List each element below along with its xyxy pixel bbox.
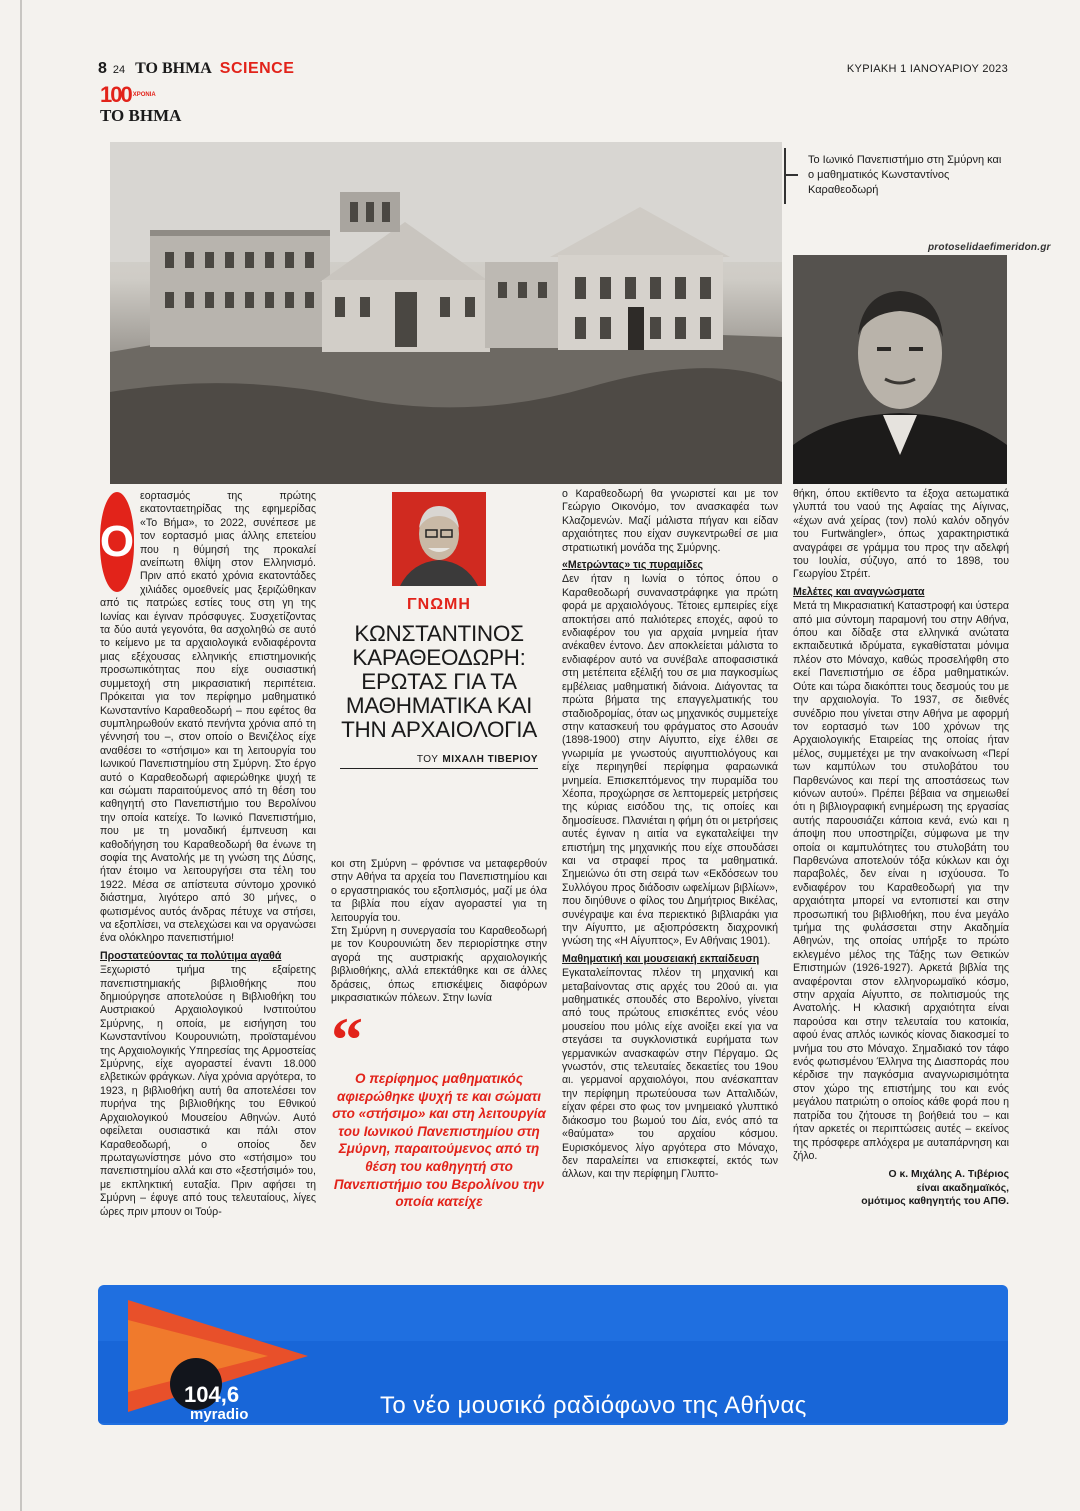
paragraph: Μετά τη Μικρασιατική Καταστροφή και ύστερα από μια σύντομη παραμονή του στην Αθήνα, όπου και δίδαξε στα ελληνικά ανώτατα εκπαιδευτικά ιδρύματα, εγκαθίσταται μόνιμα πλέον στο Μόναχο, καθώς προσελήφθη στο εκεί Πανεπιστήμιο σε έδρα μαθηματικών. Ούτε και τώρα διακόπτει τους δεσμούς του με την αρχαιολογία. Το 1937, σε διεθνές συνέδριο που γίνεται στην Αθήνα με αφορμή τον εορτασμό των 100 χρόνων της Αρχαιολογικής Εταιρείας της οποίας ήταν μέλος, συμμετέχει με την ανακοίνωση «Περί των καμπύλων του στυλοβάτου του Παρθενώνος και περί της αποστάσεως των κιόνων αυτού». Πρέπει βέβαια να σημειωθεί ότι η βιβλιογραφική ενημέρωση της εργασίας αυτής παρουσιάζει κάποια κενά, ενώ και η άποψη που υποστηρίζει, σύμφωνα με την οποία οι καμπυλότητες του στυλοβάτη του Παρθενώνα αποτελούν τόξα κύκλων και όχι παραβολές, δεν είναι η ισχύουσα. Το ενδιαφέρον του Καραθεοδωρή για την αρχαιότητα μπορεί να εντοπιστεί και στην προσωπική του βιβλιοθήκη, που ένα μεγάλο τμήμα της φυλάσσεται στην Ακαδημία Αθηνών, της οποίας υπήρξε το πρώτο εκλεγμένο μέλος της Τάξης των Θετικών Επιστημών (1926-1927). Αρκετά βιβλία της αναφέρονται στον ελληνορωμαϊκό κόσμο, στην αρχαία Αίγυπτο, σε πολιτισμούς της Ανατολής. Η κλασική αρχαιότητα είναι παρούσα και στην τελευταία του κατοικία, αφού ένας απλός ιωνικός κίονας διακοσμεί το μνήμα του στο Μόναχο. Σημαδιακό τον τάφο ενός φωτισμένου Έλληνα της Διασποράς που κέρδισε την παγκόσμια αναγνωρισιμότητα στον χώρο της επιστήμης του και ενός μεγάλου πατριώτη ο οποίος κάθε φορά που η πατρίδα του ζήτουσε τη βοήθειά του – και ήταν αρκετές οι περιπτώσεις αυτές – εκείνος της πρόσφερε απλόχερα με αυταπάρνηση και ζήλο. xyxy=(793,600,1009,1162)
karatheodori-portrait xyxy=(793,255,1007,484)
byline xyxy=(340,754,538,769)
author-photo xyxy=(392,492,486,586)
paper-name: ΤΟ ΒΗΜΑ xyxy=(135,60,212,77)
logo-number: 100 xyxy=(100,82,131,107)
signature-role: ομότιμος καθηγητής του ΑΠΘ. xyxy=(861,1196,1009,1207)
ad-slogan: Το νέο μουσικό ραδιόφωνο της Αθήνας xyxy=(380,1392,807,1419)
article-column-2 xyxy=(331,858,547,1005)
anniversary-logo xyxy=(100,84,180,134)
subheading: Προστατεύοντας τα πολύτιμα αγαθά xyxy=(100,949,282,962)
pull-quote xyxy=(331,1004,547,1211)
paragraph: κοι στη Σμύρνη – φρόντισε να μεταφερθούν στην Αθήνα τα αρχεία του Πανεπιστημίου και ο εργαστηριακός του εξοπλισμός, μαζί με όλα τα βιβλία που είχαν αγοραστεί για τη λειτουργία του. xyxy=(331,858,547,924)
source-credit: protoselidaefimeridon.gr xyxy=(928,242,1051,253)
photo-caption: Το Ιωνικό Πανεπιστήμιο στη Σμύρνη και ο μαθηματικός Κωνσταντίνος Καραθεοδωρή xyxy=(808,154,1002,196)
ad-frequency: 104,6 xyxy=(184,1382,240,1407)
page-number-small: 24 xyxy=(112,64,126,76)
paragraph: Στη Σμύρνη η συνεργασία του Καραθεοδωρή με τον Κουρουνιώτη δεν περιορίστηκε στην αγορά της αυστριακής αρχαιολογικής βιβλιοθήκης, αλλά επεκτάθηκε και σε άλλες δράσεις, όπως επισκέψεις διαφόρων μικρασιατικών πόλεων. Στην Ιωνία xyxy=(331,925,547,1005)
article-column-1 xyxy=(100,490,316,1219)
caption-marker xyxy=(784,148,800,204)
paragraph: Εγκαταλείποντας πλέον τη μηχανική και μεταβαίνοντας στις αρχές του 20ού αι. για μαθηματικές σπουδές στο Βερολίνο, γίνεται από τους πρώτους επισκέπτες ενός νέου μουσείου που μόλις είχε ανοίξει εκεί για να στεγάσει τα συγκλονιστικά ευρήματα των γερμανικών ανασκαφών στην Πέργαμο. Ως γνωστόν, στις τελευταίες δεκαετίες του 19ου αι. γερμανοί αρχαιολόγοι, που ανέσκαπταν την περίφημη πρωτεύουσα των Ατταλιδών, είχαν φέρει στο φως τον μνημειακό γλυπτικό διάκοσμο του βωμού του Δία, ενός από τα «θαύματα» του αρχαίου κόσμου. Ευρισκόμενος λίγο αργότερα στο Μόναχο, δεν παραλείπει να επισκεφτεί, εκτός των άλλων, και την περίφημη Γλυπτο- xyxy=(562,967,778,1181)
paragraph: ο Καραθεοδωρή θα γνωριστεί και με τον Γεώργιο Οικονόμο, τον ανασκαφέα των Κλαζομενών. Μαζί μάλιστα πήγαν και είδαν αρχαιότητες που είχαν συγκεντρωθεί σε μια στρατιωτική μονάδα της Σμύρνης. xyxy=(562,488,778,554)
logo-tag: ΧΡΟΝΙΑ xyxy=(132,92,156,98)
university-building-illustration xyxy=(110,142,782,484)
paragraph: Δεν ήταν η Ιωνία ο τόπος όπου ο Καραθεοδωρή συναναστράφηκε για πρώτη φορά με αρχαιολόγους. Τέτοιες εμπειρίες είχε αποκτήσει από παλιότερες εποχές, αφού το ενδιαφέρον του για αρχαία μνημεία ήταν ανέκαθεν έντονο. Δεν αποκλείεται μάλιστα το ενδιαφέρον αυτό να συνέβαλε αποφασιστικά στη μετέπειτα εξέλιξή του σε μια παγκοσμίως εμβέλειας μαθηματική διάνοια. Διάγοντας τα πρώτα βήματα της επαγγελματικής του σταδιοδρομίας, όταν ως μηχανικός συμμετείχε στην κατασκευή του φράγματος στο Ασουάν (1898-1900) στην Αίγυπτο, είχε έλθει σε γνωριμία με γνωστούς αιγυπτιολόγους και είχε περιηγηθεί περίφημα φαραωνικά μνημεία. Επισκεπτόμενος την πυραμίδα του Χέοπα, προχώρησε σε λεπτομερείς μετρήσεις της κύριας εισόδου της, τις οποίες και δημοσίευσε. Πλανιέται η φήμη ότι οι μετρήσεις αυτές έγιναν η αιτία να εγκαταλείψει την επιστήμη της μηχανικής που είχε σπουδάσει και να στραφεί προς τα μαθηματικά. Σημειώνω ότι στη σειρά των «Εκδόσεων του Συλλόγου προς διάδοσιν ωφελίμων βιβλίων», που διηύθυνε ο φίλος του Δημήτριος Βικέλας, συνέγραψε και ένα περιεκτικό βιβλιαράκι για την Αίγυπτο, με αξιοπρόσεκτη διαχρονική γνώση της «Η Αίγυπτος», Εν Αθήναις 1901). xyxy=(562,573,778,948)
article-column-4 xyxy=(793,488,1009,1163)
paragraph: Ξεχωριστό τμήμα της εξαίρετης πανεπιστημιακής βιβλιοθήκης που δημιούργησε αποτελούσε η Βιβλιοθήκη του Αυστριακού Αρχαιολογικού Ινστιτούτου Σμύρνης, η οποία, με εισήγηση του Κωνσταντίνου Κουρουνιώτη, προϊσταμένου της Αρχαιολογικής Υπηρεσίας της Αρμοστείας Σμύρνης, είχε αγοραστεί έναντι 18.000 ελβετικών φράγκων. Λίγα χρόνια αργότερα, το 1923, η βιβλιοθήκη αυτή θα αποτελέσει τον πυρήνα της βιβλιοθήκης του Εθνικού Αρχαιολογικού Μουσείου Αθηνών. Αυτό οφείλεται ουσιαστικά και πάλι στον Καραθεοδωρή, ο οποίος δεν πρωταγωνίστησε μόνο στο «στήσιμο» του πανεπιστημίου αλλά και στο «ξεστήσιμό» του, με εκπληκτική ευταξία. Πριν αφήσει τη Σμύρνη – έφυγε από τους τελευταίους, λίγες ώρες πριν μπουν οι Τούρ- xyxy=(100,964,316,1218)
author-signature xyxy=(793,1168,1009,1209)
subheading: «Μετρώντας» τις πυραμίδες xyxy=(562,559,704,572)
page-number: 8 xyxy=(98,60,107,77)
university-photo xyxy=(110,142,782,484)
subheading: Μαθηματική και μουσειακή εκπαίδευση xyxy=(562,952,760,965)
issue-date: ΚΥΡΙΑΚΗ 1 ΙΑΝΟΥΑΡΙΟΥ 2023 xyxy=(846,63,1008,75)
paragraph: θήκη, όπου εκτίθεντο τα έξοχα αετωματικά γλυπτά του ναού της Αφαίας της Αίγινας, «έχων ανά χείρας (τον) πολύ καλόν οδηγόν του Furtwängler», όπως χαρακτηριστικά αναγράφει σε γράμμα του προς την αδελφή του Ιουλία, σύζυγο, από το 1898, του Γεωργίου Στρέιτ. xyxy=(793,488,1009,581)
page-edge xyxy=(20,0,22,1511)
drop-cap: Ο xyxy=(100,492,134,592)
header-left xyxy=(98,60,294,78)
paragraph: εορτασμός της πρώτης εκατονταετηρίδας της εφημερίδας «Το Βήμα», το 2022, συνέπεσε με τον εορτασμό μιας άλλης επετείου που η θύμησή της προκαλεί ανείπωτη θλίψη στον Ελληνισμό. Πριν από εκατό χρόνια εκατοντάδες χιλιάδες ομοεθνείς μας ξεριζώθηκαν από τις πατρώες εστίες τους στη γη της Ιωνίας και έγιναν πρόσφυγες. Συσχετίζοντας τα δύο αυτά γεγονότα, θα ασχοληθώ σε αυτό το κείμενο με τα αρχαιολογικά ενδιαφέροντα μιας εξέχουσας ελληνικής επιστημονικής προσωπικότητας που είχε ουσιαστική συμμετοχή στη μικρασιατική περιπέτεια. Πρόκειται για τον περίφημο μαθηματικό Κωνσταντίνο Καραθεοδωρή – που εφέτος θα συμπληρωθούν εκατό πενήντα χρόνια από τη γέννησή του –, στον οποίο ο Βενιζέλος είχε αναθέσει το «στήσιμο» και τη λειτουργία του Ιωνικού Πανεπιστημίου στη Σμύρνη. Στο έργο αυτό ο Καραθεοδωρή αφιερώθηκε ψυχή τε και σώματι παραιτούμενος από τη θέση του καθηγητή στο Πανεπιστήμιο του Βερολίνου την οποία κατείχε. Το Ιωνικό Πανεπιστήμιο, που με τη μοναδική έμπνευση και καθοδήγηση του Καραθεοδωρή θα ένωνε τη σοφία της Ανατολής με τη γνώση της Δύσης, ήταν έτοιμο να λειτουργήσει στα τέλη του 1922. Μέσα σε απίστευτα σύντομο χρονικό διάστημα, λιγότερο από 30 μήνες, ο φωτισμένος αυτός άνδρας πέτυχε να στήσει, να εξοπλίσει, να στελεχώσει και να οργανώσει ένα ολόκληρο πανεπιστήμιο! xyxy=(100,490,316,945)
byline-label: ΤΟΥ xyxy=(416,754,439,765)
portrait-illustration xyxy=(793,255,1007,484)
pull-quote-text: Ο περίφημος μαθηματικός αφιερώθηκε ψυχή τε και σώματι στο «στήσιμο» και στη λειτουργία του Ιωνικού Πανεπιστημίου στη Σμύρνη, παραιτούμενος από τη θέση του καθηγητή στο Πανεπιστήμιο του Βερολίνου την οποία κατείχε xyxy=(332,1071,546,1210)
signature-title: είναι ακαδημαϊκός, xyxy=(916,1182,1009,1194)
ad-brand: myradio xyxy=(190,1406,249,1423)
byline-author: ΜΙΧΑΛΗ ΤΙΒΕΡΙΟΥ xyxy=(442,754,538,765)
signature-name: Ο κ. Μιχάλης Α. Τιβέριος xyxy=(888,1169,1009,1180)
opinion-label: ΓΝΩΜΗ xyxy=(407,596,471,613)
section-label: SCIENCE xyxy=(219,60,295,77)
quote-mark-icon: “ xyxy=(331,1004,363,1075)
subheading: Μελέτες και αναγνώσματα xyxy=(793,585,925,598)
logo-name: ΤΟ ΒΗΜΑ xyxy=(100,106,182,125)
article-column-3 xyxy=(562,488,778,1182)
page-header xyxy=(98,60,1008,80)
article-headline: ΚΩΝΣΤΑΝΤΙΝΟΣ ΚΑΡΑΘΕΟΔΩΡΗ: ΕΡΩΤΑΣ ΓΙΑ ΤΑ ΜΑΘΗΜΑΤΙΚΑ ΚΑΙ ΤΗΝ ΑΡΧΑΙΟΛΟΓΙΑ xyxy=(341,621,537,742)
author-portrait-illustration xyxy=(392,492,486,586)
